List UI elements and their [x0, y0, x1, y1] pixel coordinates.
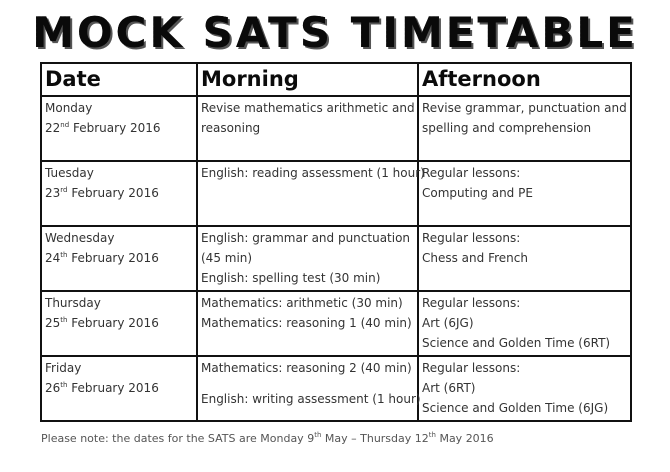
morning-line: Mathematics: arithmetic (30 min) [201, 296, 403, 310]
table-row [41, 226, 631, 291]
afternoon-cell [418, 161, 631, 226]
afternoon-line: Art (6RT) [422, 381, 476, 395]
header-date: Date [41, 63, 197, 96]
afternoon-line: Regular lessons: [422, 361, 521, 375]
day-name: Tuesday [45, 166, 94, 180]
table-row [41, 96, 631, 161]
afternoon-line: Regular lessons: [422, 166, 521, 180]
date-text: 25th February 2016 [45, 316, 159, 330]
table-row [41, 356, 631, 421]
morning-cell [197, 291, 418, 356]
date-cell [41, 356, 197, 421]
morning-cell [197, 226, 418, 291]
afternoon-line: Computing and PE [422, 186, 533, 200]
date-text: 23rd February 2016 [45, 186, 159, 200]
afternoon-line: Revise grammar, punctuation and [422, 101, 627, 115]
morning-line: English: grammar and punctuation [201, 231, 411, 245]
morning-line: reasoning [201, 121, 261, 135]
morning-line: English: writing assessment (1 hour) [201, 392, 421, 406]
date-text: 26th February 2016 [45, 381, 159, 395]
footnote: Please note: the dates for the SATS are Monday 9th May – Thursday 12th May 2016 [41, 431, 494, 445]
header-afternoon: Afternoon [418, 63, 631, 96]
morning-line: Revise mathematics arithmetic and [201, 101, 415, 115]
day-name: Friday [45, 361, 82, 375]
date-cell [41, 161, 197, 226]
header-row [41, 63, 631, 96]
afternoon-line: Science and Golden Time (6RT) [422, 336, 611, 350]
afternoon-cell [418, 356, 631, 421]
timetable [40, 62, 632, 422]
spacer [201, 378, 414, 389]
header-morning: Morning [197, 63, 418, 96]
afternoon-line: Science and Golden Time (6JG) [422, 401, 609, 415]
afternoon-line: Chess and French [422, 251, 528, 265]
day-name: Thursday [45, 296, 101, 310]
afternoon-cell [418, 96, 631, 161]
date-text: 22nd February 2016 [45, 121, 161, 135]
afternoon-line: Art (6JG) [422, 316, 474, 330]
morning-cell [197, 356, 421, 421]
morning-line: Mathematics: reasoning 1 (40 min) [201, 316, 412, 330]
morning-line: (45 min) [201, 251, 253, 265]
date-cell [41, 96, 197, 161]
afternoon-cell [418, 291, 631, 356]
day-name: Wednesday [45, 231, 115, 245]
morning-cell [197, 161, 425, 226]
page-title: MOCK SATS TIMETABLE [32, 8, 638, 57]
day-name: Monday [45, 101, 93, 115]
date-text: 24th February 2016 [45, 251, 159, 265]
morning-line: Mathematics: reasoning 2 (40 min) [201, 361, 412, 375]
afternoon-line: Regular lessons: [422, 296, 521, 310]
table-row [41, 161, 631, 226]
morning-cell [197, 96, 418, 161]
table-row [41, 291, 631, 356]
date-cell [41, 291, 197, 356]
afternoon-cell [418, 226, 631, 291]
afternoon-line: Regular lessons: [422, 231, 521, 245]
morning-line: English: reading assessment (1 hour) [201, 166, 425, 180]
afternoon-line: spelling and comprehension [422, 121, 592, 135]
morning-line: English: spelling test (30 min) [201, 271, 381, 285]
date-cell [41, 226, 197, 291]
